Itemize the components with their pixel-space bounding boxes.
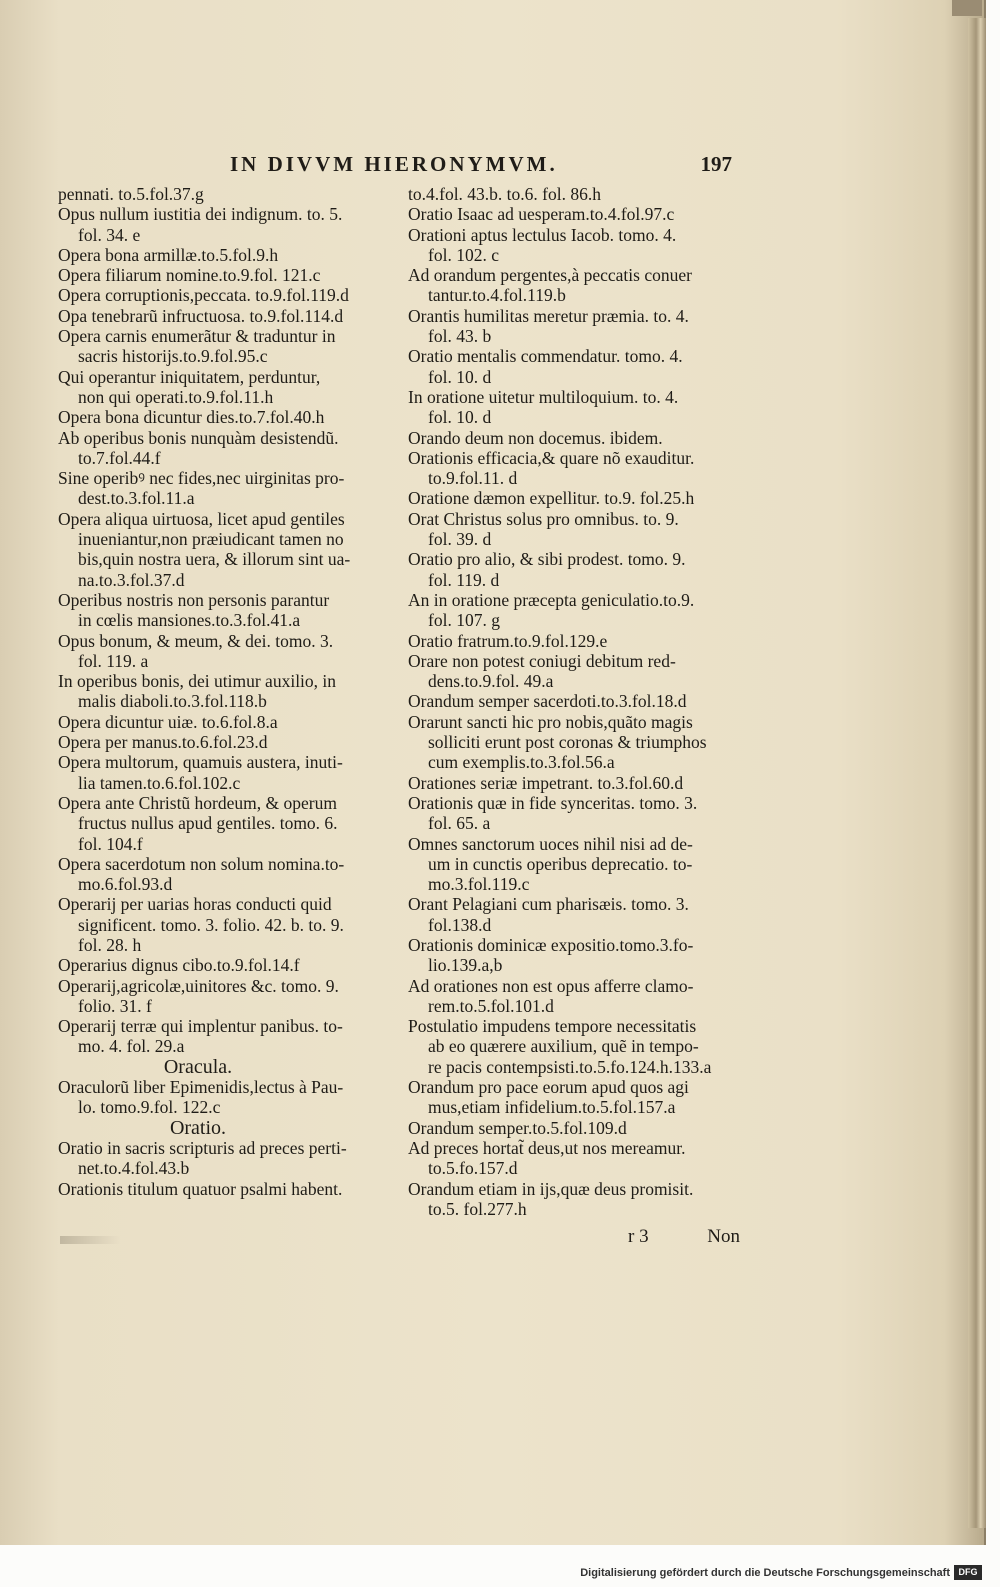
page-edge — [968, 18, 986, 1528]
dfg-logo: DFG — [954, 1565, 982, 1580]
index-entry: Opera bona armillæ.to.5.fol.9.h — [58, 244, 279, 265]
index-entry: Orandum pro pace eorum apud quos agi mus,etiam infidelium.to.5.fol.157.a — [408, 1077, 689, 1118]
index-entry: Operarij terræ qui implentur panibus. to- mo. 4. fol. 29.a — [58, 1016, 343, 1057]
index-entry: Sine operibꝰ nec fides,nec uirginitas pro- dest.to.3.fol.11.a — [58, 468, 345, 509]
index-entry: Opera per manus.to.6.fol.23.d — [58, 732, 268, 753]
index-entry: Oratione dæmon expellitur. to.9. fol.25.h — [408, 488, 695, 509]
index-entry: Orandum etiam in ijs,quæ deus promisit. to.5. fol.277.h — [408, 1178, 694, 1219]
index-entry: Ad preces hortat̃ deus,ut nos mereamur. to.5.fo.157.d — [408, 1137, 686, 1179]
index-entry: Operarius dignus cibo.to.9.fol.14.f — [58, 955, 300, 976]
index-entry: Oratio fratrum.to.9.fol.129.e — [408, 630, 608, 651]
index-entry: Orandum semper sacerdoti.to.3.fol.18.d — [408, 691, 687, 712]
index-entry: In oratione uitetur multiloquium. to. 4. fol. 10. d — [408, 386, 679, 428]
index-entry: Orationes seriæ impetrant. to.3.fol.60.d — [408, 772, 684, 793]
index-entry: Orarunt sancti hic pro nobis,quãto magis solliciti erunt post coronas & triumphos cum exemplis.to.3.fol.56.a — [408, 711, 707, 773]
running-title: IN DIVVM HIERONYMVM. — [230, 152, 558, 176]
index-entry: Omnes sanctorum uoces nihil nisi ad de- um in cunctis operibus deprecatio. to- mo.3.fol.119.c — [408, 833, 693, 895]
index-entry: Opus nullum iustitia dei indignum. to. 5. fol. 34. e — [58, 204, 343, 245]
index-entry: Orationis dominicæ expositio.tomo.3.fo- lio.139.a,b — [408, 934, 694, 976]
index-entry: Orant Pelagiani cum pharisæis. tomo. 3. fol.138.d — [408, 894, 689, 935]
index-entry: Orantis humilitas meretur præmia. to. 4. fol. 43. b — [408, 305, 689, 347]
ink-smudge — [60, 1236, 120, 1244]
index-entry: Orando deum non docemus. ibidem. — [408, 427, 663, 448]
index-heading: Oratio. — [169, 1116, 227, 1139]
index-entry: Orationis efficacia,& quare nõ exauditur. to.9.fol.11. d — [408, 447, 695, 489]
index-entry: Opus bonum, & meum, & dei. tomo. 3. fol. 119. a — [58, 630, 334, 671]
index-entry: Opa tenebrarũ infructuosa. to.9.fol.114.d — [58, 305, 344, 326]
index-entry: Operarij,agricolæ,uinitores &c. tomo. 9. folio. 31. f — [58, 975, 339, 1016]
index-entry: Oratio mentalis commendatur. tomo. 4. fol. 10. d — [408, 346, 683, 387]
index-entry: Operarij per uarias horas conducti quid significent. tomo. 3. folio. 42. b. to. 9. fol. 28. h — [58, 894, 344, 955]
index-entry: Opera multorum, quamuis austera, inuti- lia tamen.to.6.fol.102.c — [58, 752, 343, 793]
index-entry: Orandum semper.to.5.fol.109.d — [408, 1117, 627, 1138]
index-entry: pennati. to.5.fol.37.g — [58, 184, 204, 204]
index-entry: Ad orandum pergentes,à peccatis conuer tantur.to.4.fol.119.b — [408, 265, 692, 306]
index-entry: Orationi aptus lectulus Iacob. tomo. 4. fol. 102. c — [408, 224, 677, 265]
index-entry: Oratio Isaac ad uesperam.to.4.fol.97.c — [408, 204, 675, 225]
index-entry: Orationis quæ in fide synceritas. tomo. 3. fol. 65. a — [408, 792, 698, 834]
index-entry: to.4.fol. 43.b. to.6. fol. 86.h — [408, 184, 601, 204]
index-entry: Ad orationes non est opus afferre clamo- rem.to.5.fol.101.d — [408, 975, 694, 1016]
index-entry: Oratio in sacris scripturis ad preces perti- net.to.4.fol.43.b — [58, 1137, 347, 1179]
index-entry: Opera carnis enumerãtur & traduntur in sacris historijs.to.9.fol.95.c — [58, 326, 336, 367]
running-header — [230, 152, 740, 182]
index-entry: Orat Christus solus pro omnibus. to. 9. fol. 39. d — [408, 508, 679, 550]
index-entry: Operibus nostris non personis parantur in cœlis mansiones.to.3.fol.41.a — [58, 589, 330, 631]
index-entry: Opera sacerdotum non solum nomina.to- mo.6.fol.93.d — [58, 853, 345, 895]
index-entry: Oraculorũ liber Epimenidis,lectus à Pau- lo. tomo.9.fol. 122.c — [58, 1077, 344, 1118]
signature-mark: r 3 — [628, 1226, 649, 1247]
index-entry: Opera dicuntur uiæ. to.6.fol.8.a — [58, 711, 278, 732]
index-entry: In operibus bonis, dei utimur auxilio, in malis diaboli.to.3.fol.118.b — [58, 671, 337, 712]
index-entry: Orationis titulum quatuor psalmi habent. — [58, 1178, 343, 1199]
index-entry: Opera ante Christũ hordeum, & operum fructus nullus apud gentiles. tomo. 6. fol. 104.f — [58, 792, 338, 854]
index-entry: Opera aliqua uirtuosa, licet apud gentiles inueniantur,non præiudicant tamen no bis,quin nostra uera, & illorum sint ua- na.to.3.fol.37.d — [58, 508, 351, 590]
page-number: 197 — [700, 152, 732, 176]
index-entry: Oratio pro alio, & sibi prodest. tomo. 9. fol. 119. d — [408, 549, 686, 590]
right-index-column — [408, 184, 748, 1219]
index-entry: Opera bona dicuntur dies.to.7.fol.40.h — [58, 407, 325, 428]
index-entry: Opera filiarum nomine.to.9.fol. 121.c — [58, 265, 321, 286]
page-top-tab — [952, 0, 982, 16]
left-index-column — [58, 184, 398, 1199]
digitization-note: Digitalisierung gefördert durch die Deutsche Forschungsgemeinschaft — [580, 1567, 950, 1579]
index-entry: Opera corruptionis,peccata. to.9.fol.119.d — [58, 285, 349, 306]
index-entry: Orare non potest coniugi debitum red- dens.to.9.fol. 49.a — [408, 650, 676, 692]
digitization-bar — [0, 1560, 1000, 1587]
index-entry: An in oratione præcepta geniculatio.to.9. fol. 107. g — [408, 589, 695, 631]
index-entry: Qui operantur iniquitatem, perduntur, non qui operati.to.9.fol.11.h — [58, 366, 321, 407]
page-footer — [620, 1226, 740, 1250]
index-heading: Oracula. — [163, 1055, 233, 1078]
catchword: Non — [707, 1226, 740, 1247]
index-entry: Postulatio impudens tempore necessitatis ab eo quærere auxilium, quẽ in tempo- re pacis contempsisti.to.5.fo.124.h.133.a — [408, 1016, 712, 1077]
index-entry: Ab operibus bonis nunquàm desistendũ. to.7.fol.44.f — [58, 427, 339, 468]
